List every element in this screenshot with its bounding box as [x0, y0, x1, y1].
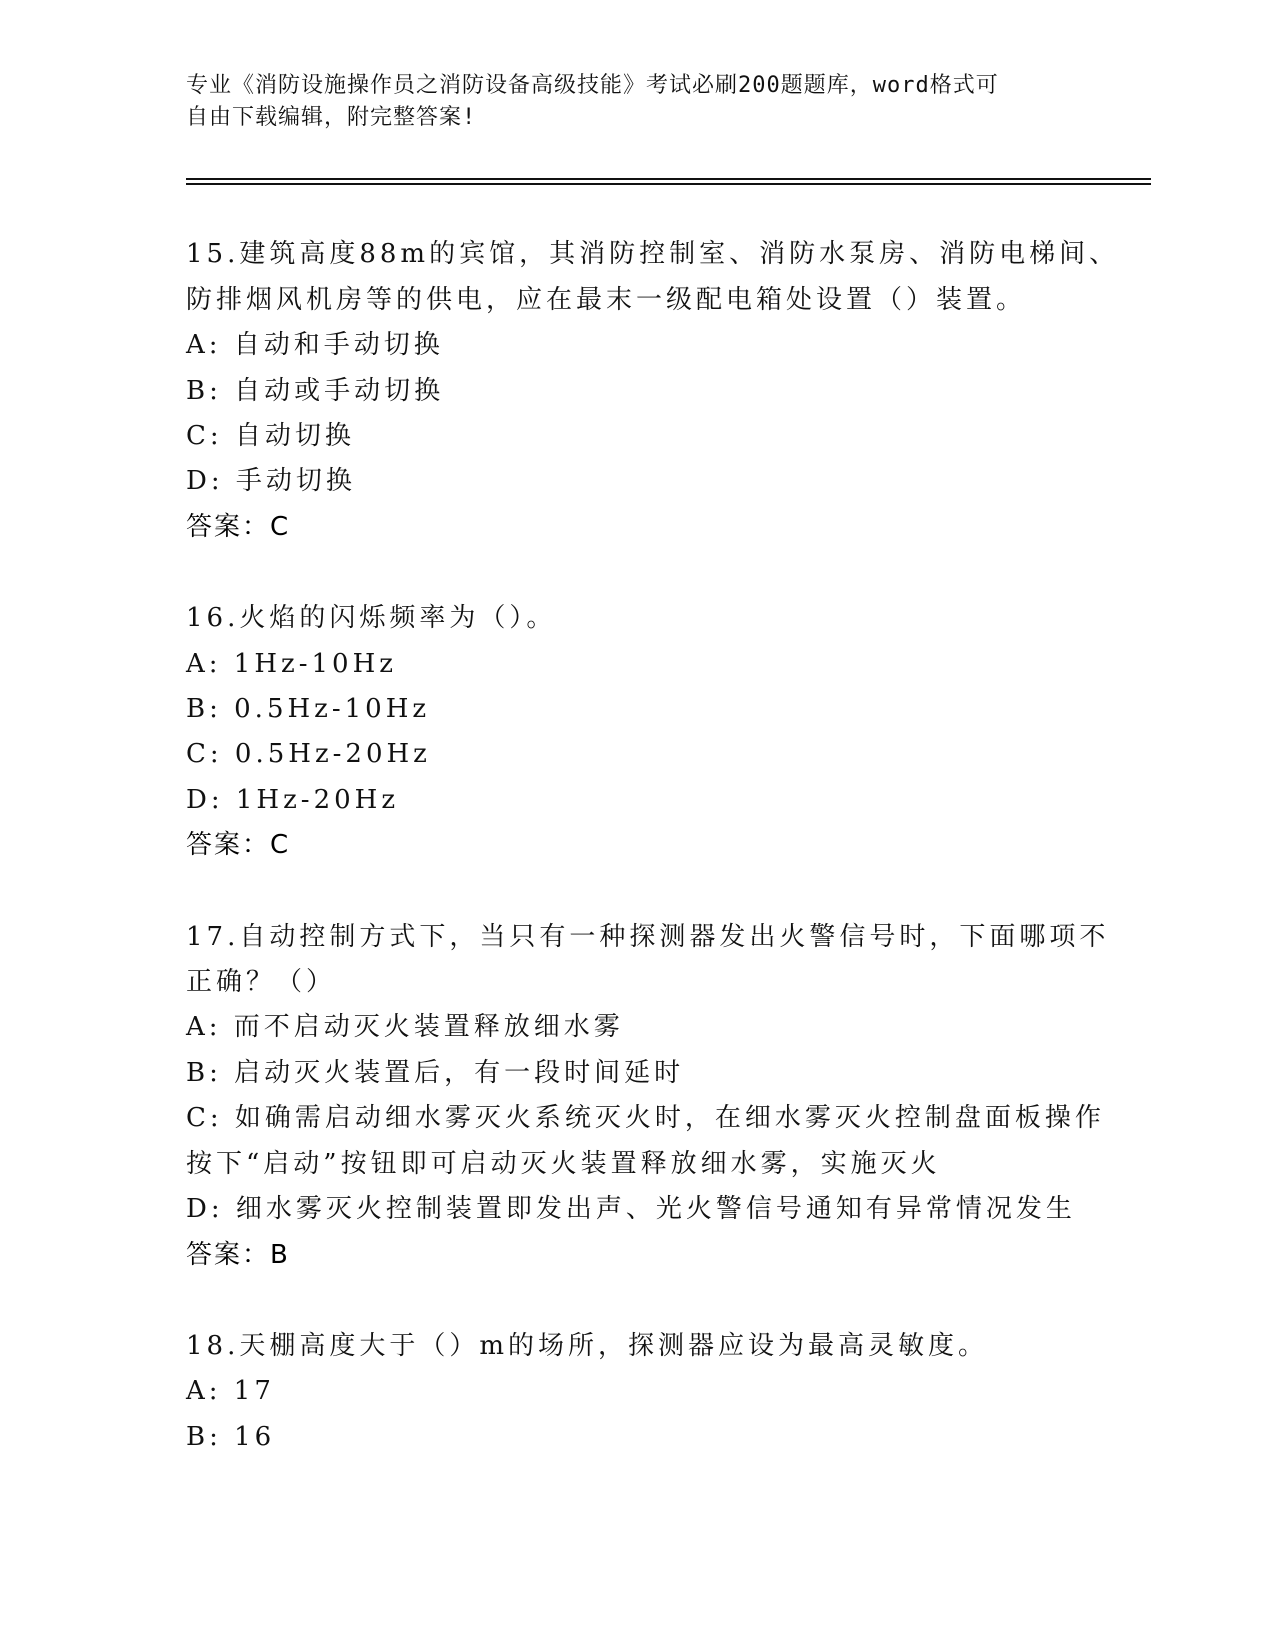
answer: 答案：C [186, 512, 291, 542]
document-header [186, 70, 1066, 134]
option-a: A: 17 [186, 1376, 275, 1406]
question-stem: 17.自动控制方式下，当只有一种探测器发出火警信号时，下面哪项不 [186, 922, 1110, 952]
option-c: C: 如确需启动细水雾灭火系统灭火时，在细水雾灭火控制盘面板操作 [186, 1103, 1105, 1133]
header-line: 自由下载编辑，附完整答案! [186, 105, 477, 130]
option-d: D: 细水雾灭火控制装置即发出声、光火警信号通知有异常情况发生 [186, 1194, 1076, 1224]
header-line: 专业《消防设施操作员之消防设备高级技能》考试必刷200题题库，word格式可 [186, 73, 999, 98]
option-c: C: 自动切换 [186, 421, 355, 451]
option-a: A: 自动和手动切换 [186, 330, 444, 360]
option-d: D: 1Hz-20Hz [186, 785, 400, 815]
question-stem: 16.火焰的闪烁频率为（）。 [186, 603, 557, 633]
option-d: D: 手动切换 [186, 466, 356, 496]
header-divider [186, 178, 1151, 180]
option-c-continued: 按下“启动”按钮即可启动灭火装置释放细水雾，实施灭火 [186, 1149, 941, 1179]
question-stem: 防排烟风机房等的供电，应在最末一级配电箱处设置（）装置。 [186, 285, 1027, 315]
question-stem: 15.建筑高度88m的宾馆，其消防控制室、消防水泵房、消防电梯间、 [186, 239, 1120, 269]
option-b: B: 16 [186, 1422, 276, 1452]
option-b: B: 启动灭火装置后，有一段时间延时 [186, 1058, 685, 1088]
question-stem: 正确？（） [186, 967, 337, 997]
answer: 答案：C [186, 830, 291, 860]
option-a: A: 1Hz-10Hz [186, 649, 397, 679]
answer: 答案：B [186, 1240, 290, 1270]
option-a: A: 而不启动灭火装置释放细水雾 [186, 1012, 624, 1042]
option-c: C: 0.5Hz-20Hz [186, 739, 431, 769]
question-stem: 18.天棚高度大于（）m的场所，探测器应设为最高灵敏度。 [186, 1331, 989, 1361]
option-b: B: 自动或手动切换 [186, 376, 445, 406]
header-divider [186, 183, 1151, 185]
option-b: B: 0.5Hz-10Hz [186, 694, 431, 724]
